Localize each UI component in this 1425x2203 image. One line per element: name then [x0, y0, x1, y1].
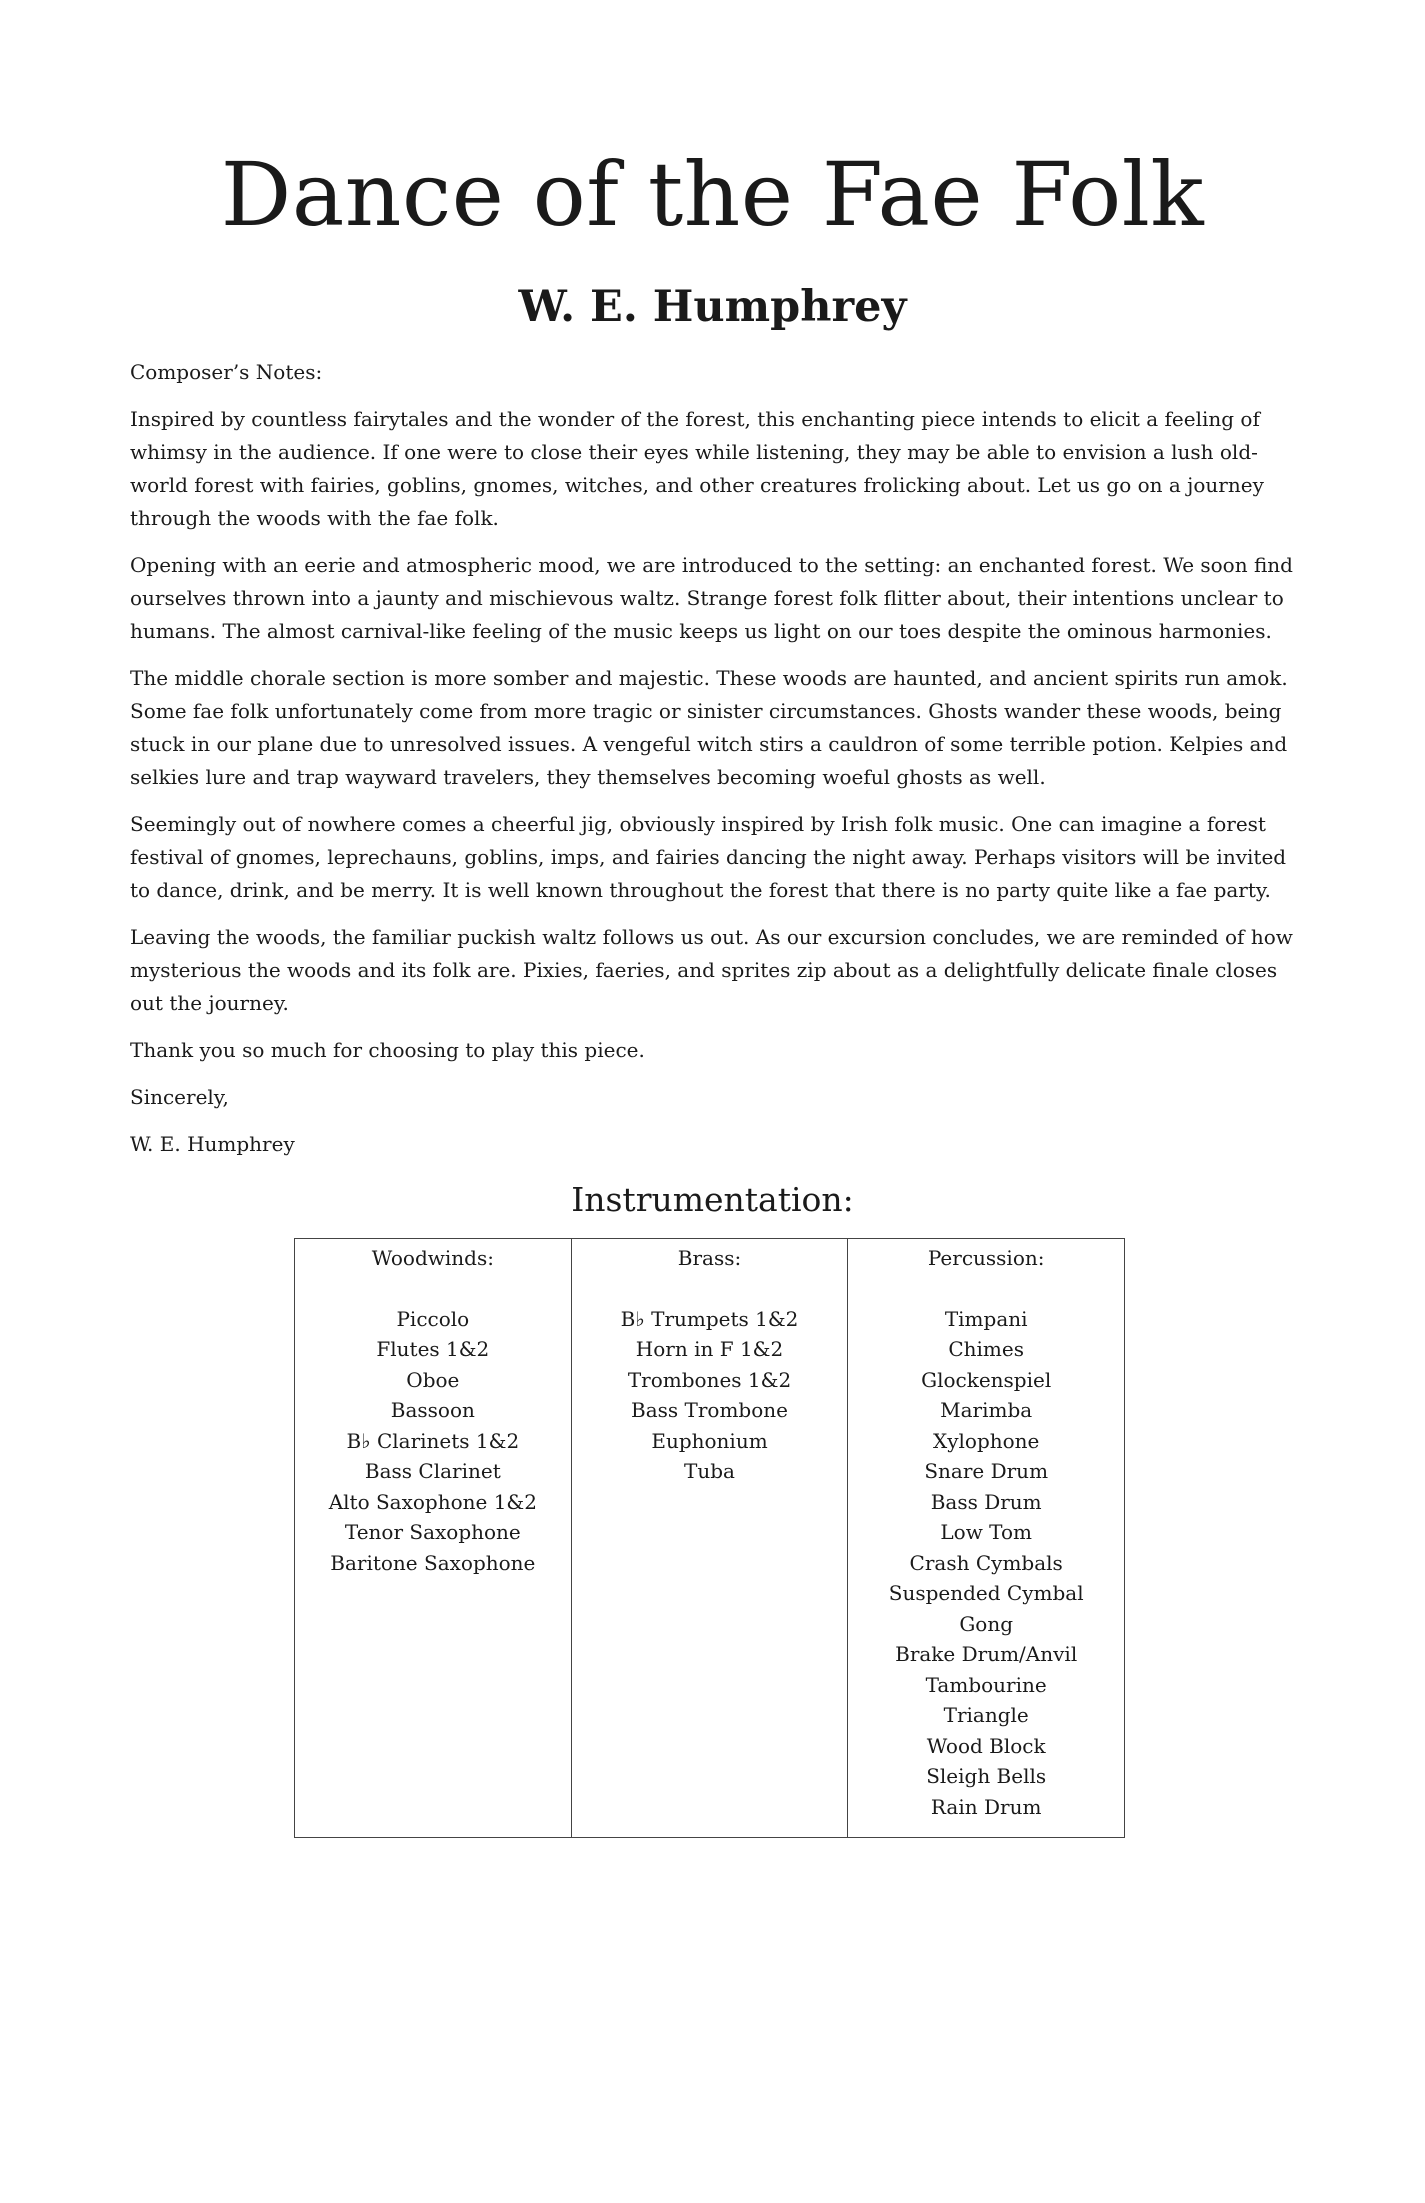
instrument-list: [848, 1304, 1124, 1823]
instrument-item: Trombones 1&2: [627, 1367, 792, 1392]
notes-thanks: Thank you so much for choosing to play this piece.: [130, 1038, 645, 1062]
notes-closing: Sincerely,: [130, 1085, 229, 1109]
instrument-item: B♭ Trumpets 1&2: [620, 1306, 799, 1331]
instrument-item: Triangle: [943, 1703, 1029, 1727]
instrumentation-heading: Instrumentation:: [571, 1180, 854, 1219]
instrument-column-percussion: [848, 1239, 1124, 1837]
instrument-item: Bass Drum: [930, 1489, 1042, 1514]
notes-paragraph: Leaving the woods, the familiar puckish waltz follows us out. As our excursion concludes, we are reminded of how mysterious the woods and its folk are. Pixies, faeries, and sprites zip about as a delightfully delicate finale closes out the journey.: [130, 925, 1293, 1015]
instrument-item: Flutes 1&2: [376, 1337, 490, 1361]
instrument-list: [295, 1304, 571, 1579]
instrument-item: Low Tom: [940, 1520, 1032, 1544]
column-header: Woodwinds:: [371, 1246, 494, 1270]
notes-signature: W. E. Humphrey: [130, 1132, 295, 1156]
instrument-item: Suspended Cymbal: [888, 1581, 1084, 1605]
notes-paragraph: Inspired by countless fairytales and the wonder of the forest, this enchanting piece intends to elicit a feeling of whimsy in the audience. If one were to close their eyes while listening, they may be able to envision a lush old-world forest with fairies, goblins, gnomes, witches, and other creatures frolicking about. Let us go on a journey through the woods with the fae folk.: [130, 407, 1264, 530]
instrument-item: Chimes: [948, 1337, 1024, 1361]
instrument-item: Euphonium: [651, 1428, 768, 1453]
instrument-item: Tambourine: [925, 1672, 1047, 1697]
instrument-item: Crash Cymbals: [909, 1550, 1063, 1575]
instrument-item: Tuba: [684, 1459, 735, 1483]
composer-name: W. E. Humphrey: [518, 282, 907, 332]
instrument-item: Snare Drum: [924, 1459, 1049, 1483]
instrument-list: [572, 1304, 848, 1487]
column-header: Percussion:: [927, 1246, 1045, 1270]
instrument-item: Horn in F 1&2: [635, 1337, 784, 1361]
composers-notes: [130, 356, 1300, 1175]
instrument-item: Tenor Saxophone: [344, 1520, 521, 1544]
instrument-item: Rain Drum: [930, 1794, 1042, 1819]
instrument-item: Wood Block: [926, 1733, 1046, 1758]
instrument-item: Xylophone: [932, 1428, 1040, 1453]
instrument-column-woodwinds: [295, 1239, 572, 1837]
notes-paragraph: The middle chorale section is more somber and majestic. These woods are haunted, and ancient spirits run amok. Some fae folk unfortunately come from more tragic or sinister circumstances. Ghosts wander these woods, being stuck in our plane due to unresolved issues. A vengeful witch stirs a cauldron of some terrible potion. Kelpies and selkies lure and trap wayward travelers, they themselves becoming woeful ghosts as well.: [130, 666, 1288, 789]
instrument-item: Gong: [959, 1611, 1014, 1636]
instrument-item: Timpani: [944, 1306, 1028, 1331]
instrument-item: Baritone Saxophone: [330, 1550, 536, 1575]
notes-paragraph: Opening with an eerie and atmospheric mood, we are introduced to the setting: an enchanted forest. We soon find ourselves thrown into a jaunty and mischievous waltz. Strange forest folk flitter about, their intentions unclear to humans. The almost carnival-like feeling of the music keeps us light on our toes despite the ominous harmonies.: [130, 553, 1293, 643]
instrumentation-table: [294, 1238, 1125, 1838]
instrument-item: B♭ Clarinets 1&2: [346, 1428, 520, 1453]
instrument-item: Bassoon: [390, 1398, 475, 1422]
instrument-item: Alto Saxophone 1&2: [328, 1489, 537, 1514]
instrument-item: Brake Drum/Anvil: [895, 1642, 1078, 1666]
notes-paragraph: Seemingly out of nowhere comes a cheerful jig, obviously inspired by Irish folk music. One can imagine a forest festival of gnomes, leprechauns, goblins, imps, and fairies dancing the night away. Perhaps visitors will be invited to dance, drink, and be merry. It is well known throughout the forest that there is no party quite like a fae party.: [130, 812, 1287, 902]
instrument-item: Sleigh Bells: [926, 1764, 1047, 1788]
column-header: Brass:: [677, 1246, 742, 1270]
instrument-item: Oboe: [406, 1367, 460, 1392]
instrument-item: Piccolo: [396, 1306, 470, 1331]
page-title: Dance of the Fae Folk: [220, 143, 1205, 246]
instrument-item: Bass Trombone: [631, 1398, 788, 1422]
instrument-column-brass: [572, 1239, 849, 1837]
notes-heading: Composer’s Notes:: [130, 360, 323, 384]
instrument-item: Marimba: [940, 1398, 1033, 1422]
instrument-item: Bass Clarinet: [364, 1459, 501, 1483]
instrument-item: Glockenspiel: [921, 1367, 1052, 1392]
